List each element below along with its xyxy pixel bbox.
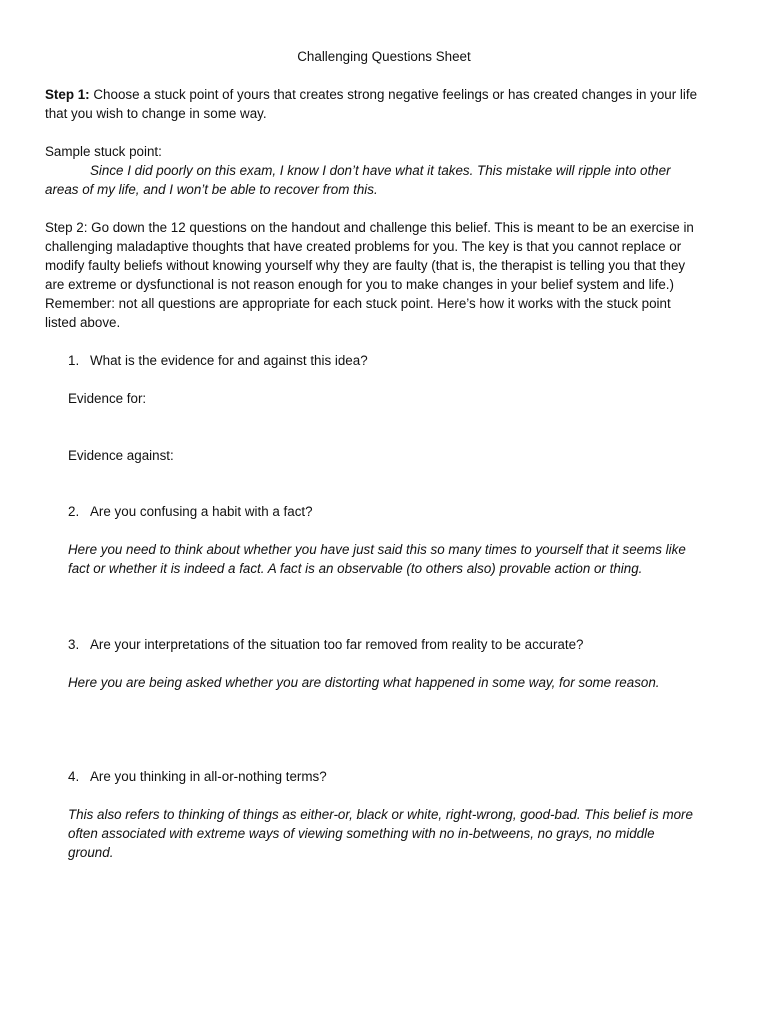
sample-text-1: Since I did poorly on this exam, I know I don’t have what it takes. This mistake will ripple into other xyxy=(90,163,671,178)
sample-label: Sample stuck point: xyxy=(45,144,162,159)
question-4-explanation-3: ground. xyxy=(68,845,114,860)
step2-line-5: Remember: not all questions are appropriate for each stuck point. Here’s how it works with the stuck point xyxy=(45,296,671,311)
step2-line-4: are extreme or dysfunctional is not reason enough for you to make changes in your belief system and life.) xyxy=(45,277,674,292)
question-2-text: Are you confusing a habit with a fact? xyxy=(90,504,313,519)
step2-line-1: Step 2: Go down the 12 questions on the handout and challenge this belief. This is meant to be an exercise in xyxy=(45,220,694,235)
question-2-explanation-1: Here you need to think about whether you have just said this so many times to yourself that it seems like xyxy=(68,542,686,557)
question-2-number: 2. xyxy=(68,504,80,519)
document-title: Challenging Questions Sheet xyxy=(297,49,471,64)
step1-line-1 xyxy=(45,85,735,104)
step2-line-3: modify faulty beliefs without knowing yourself why they are faulty (that is, the therapist is telling you that they xyxy=(45,258,686,273)
step2-line-2: challenging maladaptive thoughts that have created problems for you. The key is that you cannot replace or xyxy=(45,239,682,254)
step1-text-1: Choose a stuck point of yours that creates strong negative feelings or has created changes in your life xyxy=(89,87,698,102)
question-4-explanation-2: often associated with extreme ways of viewing something with no in-betweens, no grays, no middle xyxy=(68,826,655,841)
question-4-explanation-1: This also refers to thinking of things as either-or, black or white, right-wrong, good-bad. This belief is more xyxy=(68,807,693,822)
step1-text-2: that you wish to change in some way. xyxy=(45,106,267,121)
step1-label: Step 1: xyxy=(45,87,90,102)
question-4-number: 4. xyxy=(68,769,80,784)
question-3 xyxy=(68,635,758,654)
question-1 xyxy=(68,351,758,370)
question-4 xyxy=(68,767,758,786)
question-2 xyxy=(68,502,758,521)
sample-text-2: areas of my life, and I won’t be able to recover from this. xyxy=(45,182,378,197)
evidence-for-label: Evidence for: xyxy=(68,391,147,406)
question-3-text: Are your interpretations of the situation too far removed from reality to be accurate? xyxy=(90,637,584,652)
question-1-number: 1. xyxy=(68,353,80,368)
evidence-against-label: Evidence against: xyxy=(68,448,174,463)
question-3-explanation-1: Here you are being asked whether you are distorting what happened in some way, for some reason. xyxy=(68,675,660,690)
question-3-number: 3. xyxy=(68,637,80,652)
question-4-text: Are you thinking in all-or-nothing terms? xyxy=(90,769,327,784)
question-1-text: What is the evidence for and against this idea? xyxy=(90,353,368,368)
question-2-explanation-2: fact or whether it is indeed a fact. A fact is an observable (to others also) provable action or thing. xyxy=(68,561,643,576)
step2-line-6: listed above. xyxy=(45,315,121,330)
